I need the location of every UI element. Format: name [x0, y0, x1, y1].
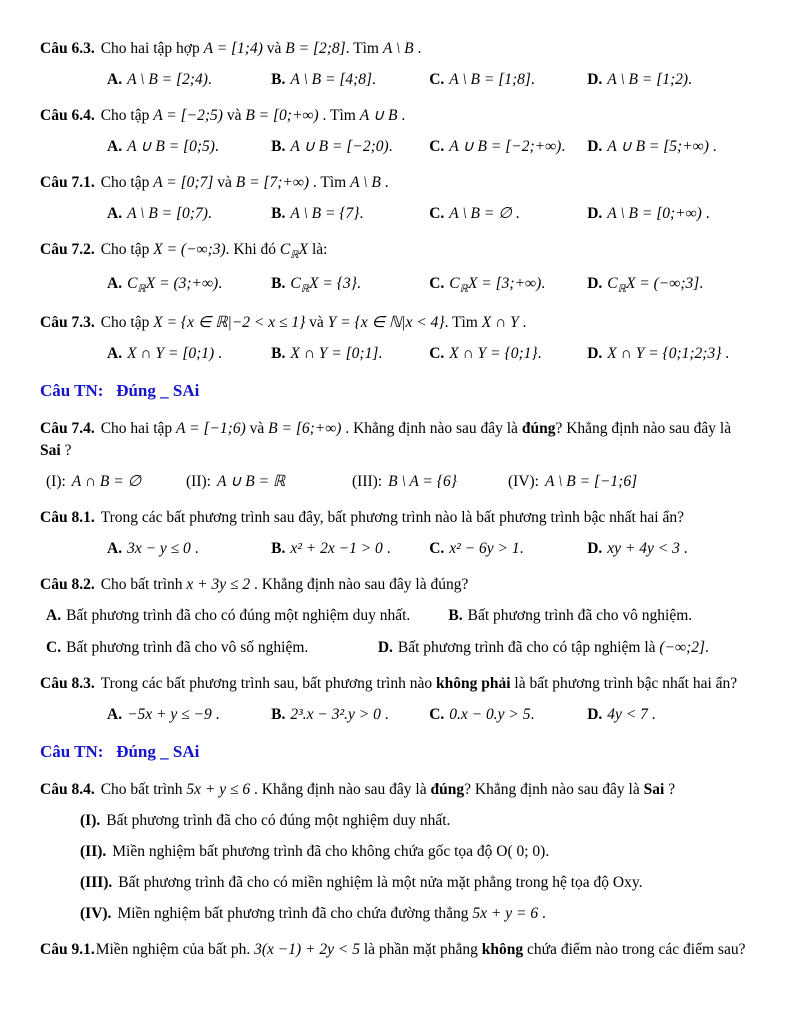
math-expression: A = [−1;6) [176, 420, 246, 438]
text-run: . [561, 138, 566, 155]
math-expression: A \ B = [−1;6] [545, 473, 638, 491]
text-run: . Tìm [318, 107, 360, 124]
option-label: B. [271, 540, 286, 558]
math-expression: B \ A = {6} [388, 473, 457, 491]
option-label: D. [377, 639, 393, 657]
option-label: C. [429, 275, 445, 293]
question-stem [40, 418, 752, 462]
option-c [429, 136, 583, 158]
math-expression: 5x + y ≤ 6 [186, 781, 251, 799]
options-row [40, 605, 752, 659]
options-row [40, 203, 752, 225]
math-expression: X = (3;+∞) [145, 275, 219, 293]
question-6-3 [40, 38, 752, 91]
text-run: . [519, 540, 524, 558]
text-run: . [372, 71, 376, 88]
text-run: . [530, 71, 535, 88]
option-label: B. [271, 345, 286, 363]
text-run: . [214, 345, 222, 363]
option-b [271, 538, 425, 560]
option-c [46, 637, 378, 659]
text-run: . Khẳng định nào sau đây là đúng? [250, 576, 469, 594]
option-label: C. [429, 706, 445, 724]
options-row [40, 136, 752, 158]
section-heading: Câu TN: Đúng _ SAi [40, 742, 200, 762]
statement-label: (IV): [508, 473, 539, 491]
math-expression: X = (−∞;3] [625, 275, 700, 293]
statement-3 [352, 471, 508, 493]
text-run: . Khi đó [225, 241, 280, 258]
option-a [107, 704, 267, 726]
math-expression: A ∪ B [359, 107, 398, 124]
option-label: D. [587, 345, 603, 363]
text-run: . Tìm [444, 314, 482, 332]
statements-row [40, 471, 752, 493]
statement-1 [80, 810, 752, 832]
text-run: . [701, 205, 710, 222]
math-expression: X = (−∞;3) [153, 241, 226, 258]
math-expression: C [127, 275, 138, 293]
math-expression: X ∩ Y = {0;1;2;3} [607, 345, 722, 363]
text-run: Cho bất trình [100, 781, 187, 799]
text-run: . [207, 205, 212, 222]
statement-4 [508, 471, 752, 493]
math-expression: B = [0;+∞) [245, 107, 319, 124]
text-run: . [211, 706, 220, 724]
text-run: Miền nghiệm bất phương trình đã cho chứa đường thẳng [117, 905, 473, 923]
question-7-2 [40, 239, 752, 298]
math-expression: −5x + y ≤ −9 [127, 706, 212, 724]
text-run: . [705, 639, 709, 657]
bold-text: Sai [40, 442, 61, 460]
option-a [107, 343, 267, 365]
text-run: . [688, 71, 692, 88]
option-label: B. [448, 607, 463, 625]
text-run: . Khẳng định nào sau đây là [250, 781, 431, 799]
text-run: . [538, 905, 546, 923]
math-expression: X ∩ Y = {0;1} [449, 345, 538, 363]
text-run: ? Khẳng định nào sau đây là [555, 420, 732, 438]
question-label: Câu 7.2. [40, 241, 95, 258]
text-run: Bất phương trình đã cho có đúng một nghiệm duy nhất. [66, 607, 411, 625]
math-expression: A \ B = [1;8] [449, 71, 531, 88]
text-run: ? Khẳng định nào sau đây là [464, 781, 644, 799]
option-label: D. [587, 138, 603, 155]
statement-label: (II). [80, 843, 107, 861]
math-expression: A \ B = ∅ [449, 205, 512, 222]
option-d [378, 637, 752, 659]
question-8-3 [40, 673, 752, 726]
text-run: . [511, 205, 520, 222]
statement-1 [46, 471, 186, 493]
question-8-1 [40, 507, 752, 560]
text-run: . Tìm [309, 174, 351, 191]
text-run: . [397, 107, 406, 124]
math-expression: B = [2;8] [285, 40, 346, 57]
text-run: . [647, 706, 656, 724]
statement-2 [186, 471, 352, 493]
text-run: . [530, 706, 535, 724]
statement-2 [80, 841, 752, 863]
options-row [40, 273, 752, 298]
text-run: Bất phương trình đã cho vô nghiệm. [467, 607, 693, 625]
question-stem [40, 312, 752, 334]
question-label: Câu 6.3. [40, 40, 95, 57]
math-expression: B = [7;+∞) [235, 174, 310, 191]
math-expression: C [279, 241, 291, 258]
text-run: Trong các bất phương trình sau đây, bất phương trình nào là bất phương trình bậc nhất hai ẩn? [100, 509, 684, 527]
math-expression: x² − 6y > 1 [449, 540, 520, 558]
question-stem [40, 239, 752, 264]
question-label: Câu 6.4. [40, 107, 95, 124]
option-label: A. [107, 540, 123, 558]
text-run: . [541, 275, 546, 293]
text-run: Bất phương trình đã cho có đúng một nghiệm duy nhất. [106, 812, 451, 830]
question-label: Câu 8.2. [40, 576, 95, 594]
options-row [40, 704, 752, 726]
question-label: Câu 8.4. [40, 781, 95, 799]
math-expression: A ∪ B = [−2;+∞) [449, 138, 562, 155]
text-run: Bất phương trình đã cho vô số nghiệm. [66, 639, 309, 657]
question-6-4 [40, 105, 752, 158]
text-run: . Khẳng định nào sau đây là [341, 420, 522, 438]
text-run: Cho tập [100, 107, 154, 124]
math-expression: (−∞;2] [659, 639, 706, 657]
text-run: . [214, 138, 219, 155]
math-expression: 3(x −1) + 2y < 5 [254, 941, 360, 959]
math-expression: 0.x − 0.y > 5 [449, 706, 531, 724]
text-run: . [356, 275, 361, 293]
option-label: D. [587, 205, 603, 222]
math-expression: A \ B = {7} [290, 205, 360, 222]
option-label: B. [271, 71, 286, 88]
question-7-4 [40, 418, 752, 493]
option-label: B. [271, 138, 286, 155]
option-d [587, 538, 752, 560]
question-stem [40, 507, 752, 529]
text-run: là phần mặt phẳng [359, 941, 482, 959]
text-run: . [380, 706, 389, 724]
bold-text: không phải [435, 675, 511, 693]
option-a [107, 538, 267, 560]
math-expression: X ∩ Y = [0;1) [127, 345, 215, 363]
text-run: . Tìm [345, 40, 383, 57]
statement-label: (III): [352, 473, 383, 491]
question-stem [40, 939, 752, 961]
text-run: . [537, 345, 542, 363]
option-d [587, 343, 752, 365]
option-label: A. [107, 205, 123, 222]
math-subscript: ℝ [290, 250, 299, 262]
option-label: C. [46, 639, 62, 657]
math-expression: A \ B = [2;4) [127, 71, 208, 88]
option-label: D. [587, 275, 603, 293]
question-stem [40, 172, 752, 194]
question-stem [40, 779, 752, 801]
text-run: và [245, 420, 269, 438]
option-c [429, 273, 583, 298]
text-run: . [218, 275, 223, 293]
option-label: C. [429, 71, 445, 88]
option-b [448, 605, 752, 627]
math-expression: C [607, 275, 618, 293]
option-d [587, 136, 752, 158]
math-expression: 2³.x − 3².y > 0 [290, 706, 381, 724]
options-row [40, 343, 752, 365]
text-run: . [380, 174, 389, 191]
text-run: và [213, 174, 236, 191]
option-d [587, 203, 752, 225]
math-expression: A \ B [382, 40, 414, 57]
text-run: Bất phương trình đã cho có miền nghiệm là một nửa mặt phẳng trong hệ tọa độ Oxy. [118, 874, 643, 892]
statement-3 [80, 872, 752, 894]
math-expression: X ∩ Y [481, 314, 519, 332]
option-a [107, 136, 267, 158]
option-c [429, 203, 583, 225]
text-run: và [222, 107, 246, 124]
text-run: . [388, 138, 393, 155]
option-b [271, 136, 425, 158]
bold-text: Sai [643, 781, 665, 799]
math-expression: A \ B = [1;2) [607, 71, 689, 88]
option-label: B. [271, 275, 286, 293]
text-run: Cho hai tập hợp [100, 40, 204, 57]
math-subscript: ℝ [617, 284, 626, 296]
text-run: chứa điểm nào trong các điểm sau? [523, 941, 746, 959]
option-label: B. [271, 706, 286, 724]
text-run: và [305, 314, 328, 332]
options-row [40, 69, 752, 91]
question-label: Câu 9.1. [40, 941, 95, 959]
option-c [429, 343, 583, 365]
option-d [587, 704, 752, 726]
question-7-3 [40, 312, 752, 365]
question-label: Câu 7.4. [40, 420, 95, 438]
math-subscript: ℝ [300, 284, 310, 296]
statement-label: (IV). [80, 905, 112, 923]
question-stem [40, 105, 752, 127]
math-expression: X = {3} [309, 275, 357, 293]
statement-label: (III). [80, 874, 113, 892]
question-7-1 [40, 172, 752, 225]
math-expression: x² + 2x −1 > 0 [290, 540, 383, 558]
option-label: D. [587, 540, 603, 558]
text-run: Cho tập [100, 174, 154, 191]
math-expression: A ∪ B = [5;+∞) [607, 138, 709, 155]
option-label: A. [46, 607, 62, 625]
text-run: Cho tập [100, 314, 154, 332]
text-run: . [518, 314, 527, 332]
option-a [46, 605, 448, 627]
option-label: A. [107, 71, 123, 88]
option-label: A. [107, 275, 123, 293]
text-run: Cho bất trình [100, 576, 187, 594]
option-label: D. [587, 71, 603, 88]
statement-label: (I). [80, 812, 101, 830]
text-run: ? [664, 781, 676, 799]
math-expression: 5x + y = 6 [472, 905, 539, 923]
text-run: Cho tập [100, 241, 154, 258]
statement-label: (I): [46, 473, 66, 491]
math-expression: 4y < 7 [607, 706, 648, 724]
math-expression: X [298, 241, 309, 258]
math-expression: A ∩ B = ∅ [71, 473, 142, 491]
math-expression: X = {x ∈ ℝ|−2 < x ≤ 1} [153, 314, 306, 332]
text-run: là bất phương trình bậc nhất hai ẩn? [510, 675, 738, 693]
options-row [40, 538, 752, 560]
option-a [107, 273, 267, 298]
option-label: A. [107, 706, 123, 724]
math-expression: A ∪ B = [−2;0) [290, 138, 389, 155]
question-8-4 [40, 779, 752, 925]
text-run: . [382, 540, 391, 558]
text-run: . [378, 345, 383, 363]
option-b [271, 203, 425, 225]
text-run: . [721, 345, 730, 363]
text-run: và [262, 40, 286, 57]
bold-text: đúng [521, 420, 556, 438]
option-label: C. [429, 138, 445, 155]
bold-text: đúng [430, 781, 465, 799]
math-expression: A \ B = [0;+∞) [607, 205, 702, 222]
text-run: . [207, 71, 212, 88]
math-expression: A ∪ B = ℝ [216, 473, 286, 491]
question-stem [40, 574, 752, 596]
text-run: Miền nghiệm của bất ph. [95, 941, 255, 959]
math-expression: A \ B [350, 174, 381, 191]
option-a [107, 203, 267, 225]
option-c [429, 69, 583, 91]
math-expression: A = [0;7] [153, 174, 214, 191]
text-run: . [699, 275, 704, 293]
text-run: là: [308, 241, 328, 258]
math-expression: C [449, 275, 460, 293]
math-expression: A ∪ B = [0;5) [127, 138, 215, 155]
math-expression: xy + 4y < 3 [607, 540, 680, 558]
option-c [429, 704, 583, 726]
option-c [429, 538, 583, 560]
option-label: C. [429, 205, 445, 222]
text-run: ? [60, 442, 72, 460]
text-run: Bất phương trình đã cho có tập nghiệm là [397, 639, 660, 657]
bold-text: không [481, 941, 524, 959]
option-label: A. [107, 345, 123, 363]
section-heading: Câu TN: Đúng _ SAi [40, 381, 200, 401]
document-content [40, 38, 752, 961]
math-expression: C [290, 275, 301, 293]
option-label: A. [107, 138, 123, 155]
question-stem [40, 38, 752, 60]
option-label: C. [429, 540, 445, 558]
text-run: . [708, 138, 717, 155]
option-d [587, 69, 752, 91]
option-d [587, 273, 752, 298]
question-label: Câu 8.1. [40, 509, 95, 527]
question-stem [40, 673, 752, 695]
math-expression: B = [6;+∞) [268, 420, 342, 438]
text-run: . [679, 540, 688, 558]
statements-list [40, 810, 752, 925]
question-9-1 [40, 939, 752, 961]
text-run: . [359, 205, 364, 222]
text-run: . [190, 540, 199, 558]
math-expression: A = [−2;5) [153, 107, 223, 124]
option-label: D. [587, 706, 603, 724]
math-expression: x + 3y ≤ 2 [186, 576, 251, 594]
math-expression: X = [3;+∞) [467, 275, 542, 293]
option-b [271, 273, 425, 298]
question-8-2 [40, 574, 752, 659]
math-expression: X ∩ Y = [0;1] [290, 345, 379, 363]
math-expression: A \ B = [4;8] [290, 71, 373, 88]
math-expression: A = [1;4) [203, 40, 263, 57]
question-label: Câu 7.3. [40, 314, 95, 332]
statement-label: (II): [186, 473, 211, 491]
question-label: Câu 7.1. [40, 174, 95, 191]
text-run: . [413, 40, 422, 57]
option-b [271, 343, 425, 365]
math-subscript: ℝ [137, 284, 146, 296]
option-b [271, 704, 425, 726]
option-a [107, 69, 267, 91]
statement-4 [80, 903, 752, 925]
text-run: Cho hai tập [100, 420, 177, 438]
text-run: Trong các bất phương trình sau, bất phương trình nào [100, 675, 436, 693]
option-b [271, 69, 425, 91]
text-run: Miền nghiệm bất phương trình đã cho không chứa gốc tọa độ O( 0; 0). [112, 843, 550, 861]
option-label: C. [429, 345, 445, 363]
math-expression: Y = {x ∈ ℕ|x < 4} [327, 314, 445, 332]
option-label: B. [271, 205, 286, 222]
question-label: Câu 8.3. [40, 675, 95, 693]
math-subscript: ℝ [459, 284, 468, 296]
math-expression: 3x − y ≤ 0 [127, 540, 191, 558]
math-expression: A \ B = [0;7) [127, 205, 208, 222]
